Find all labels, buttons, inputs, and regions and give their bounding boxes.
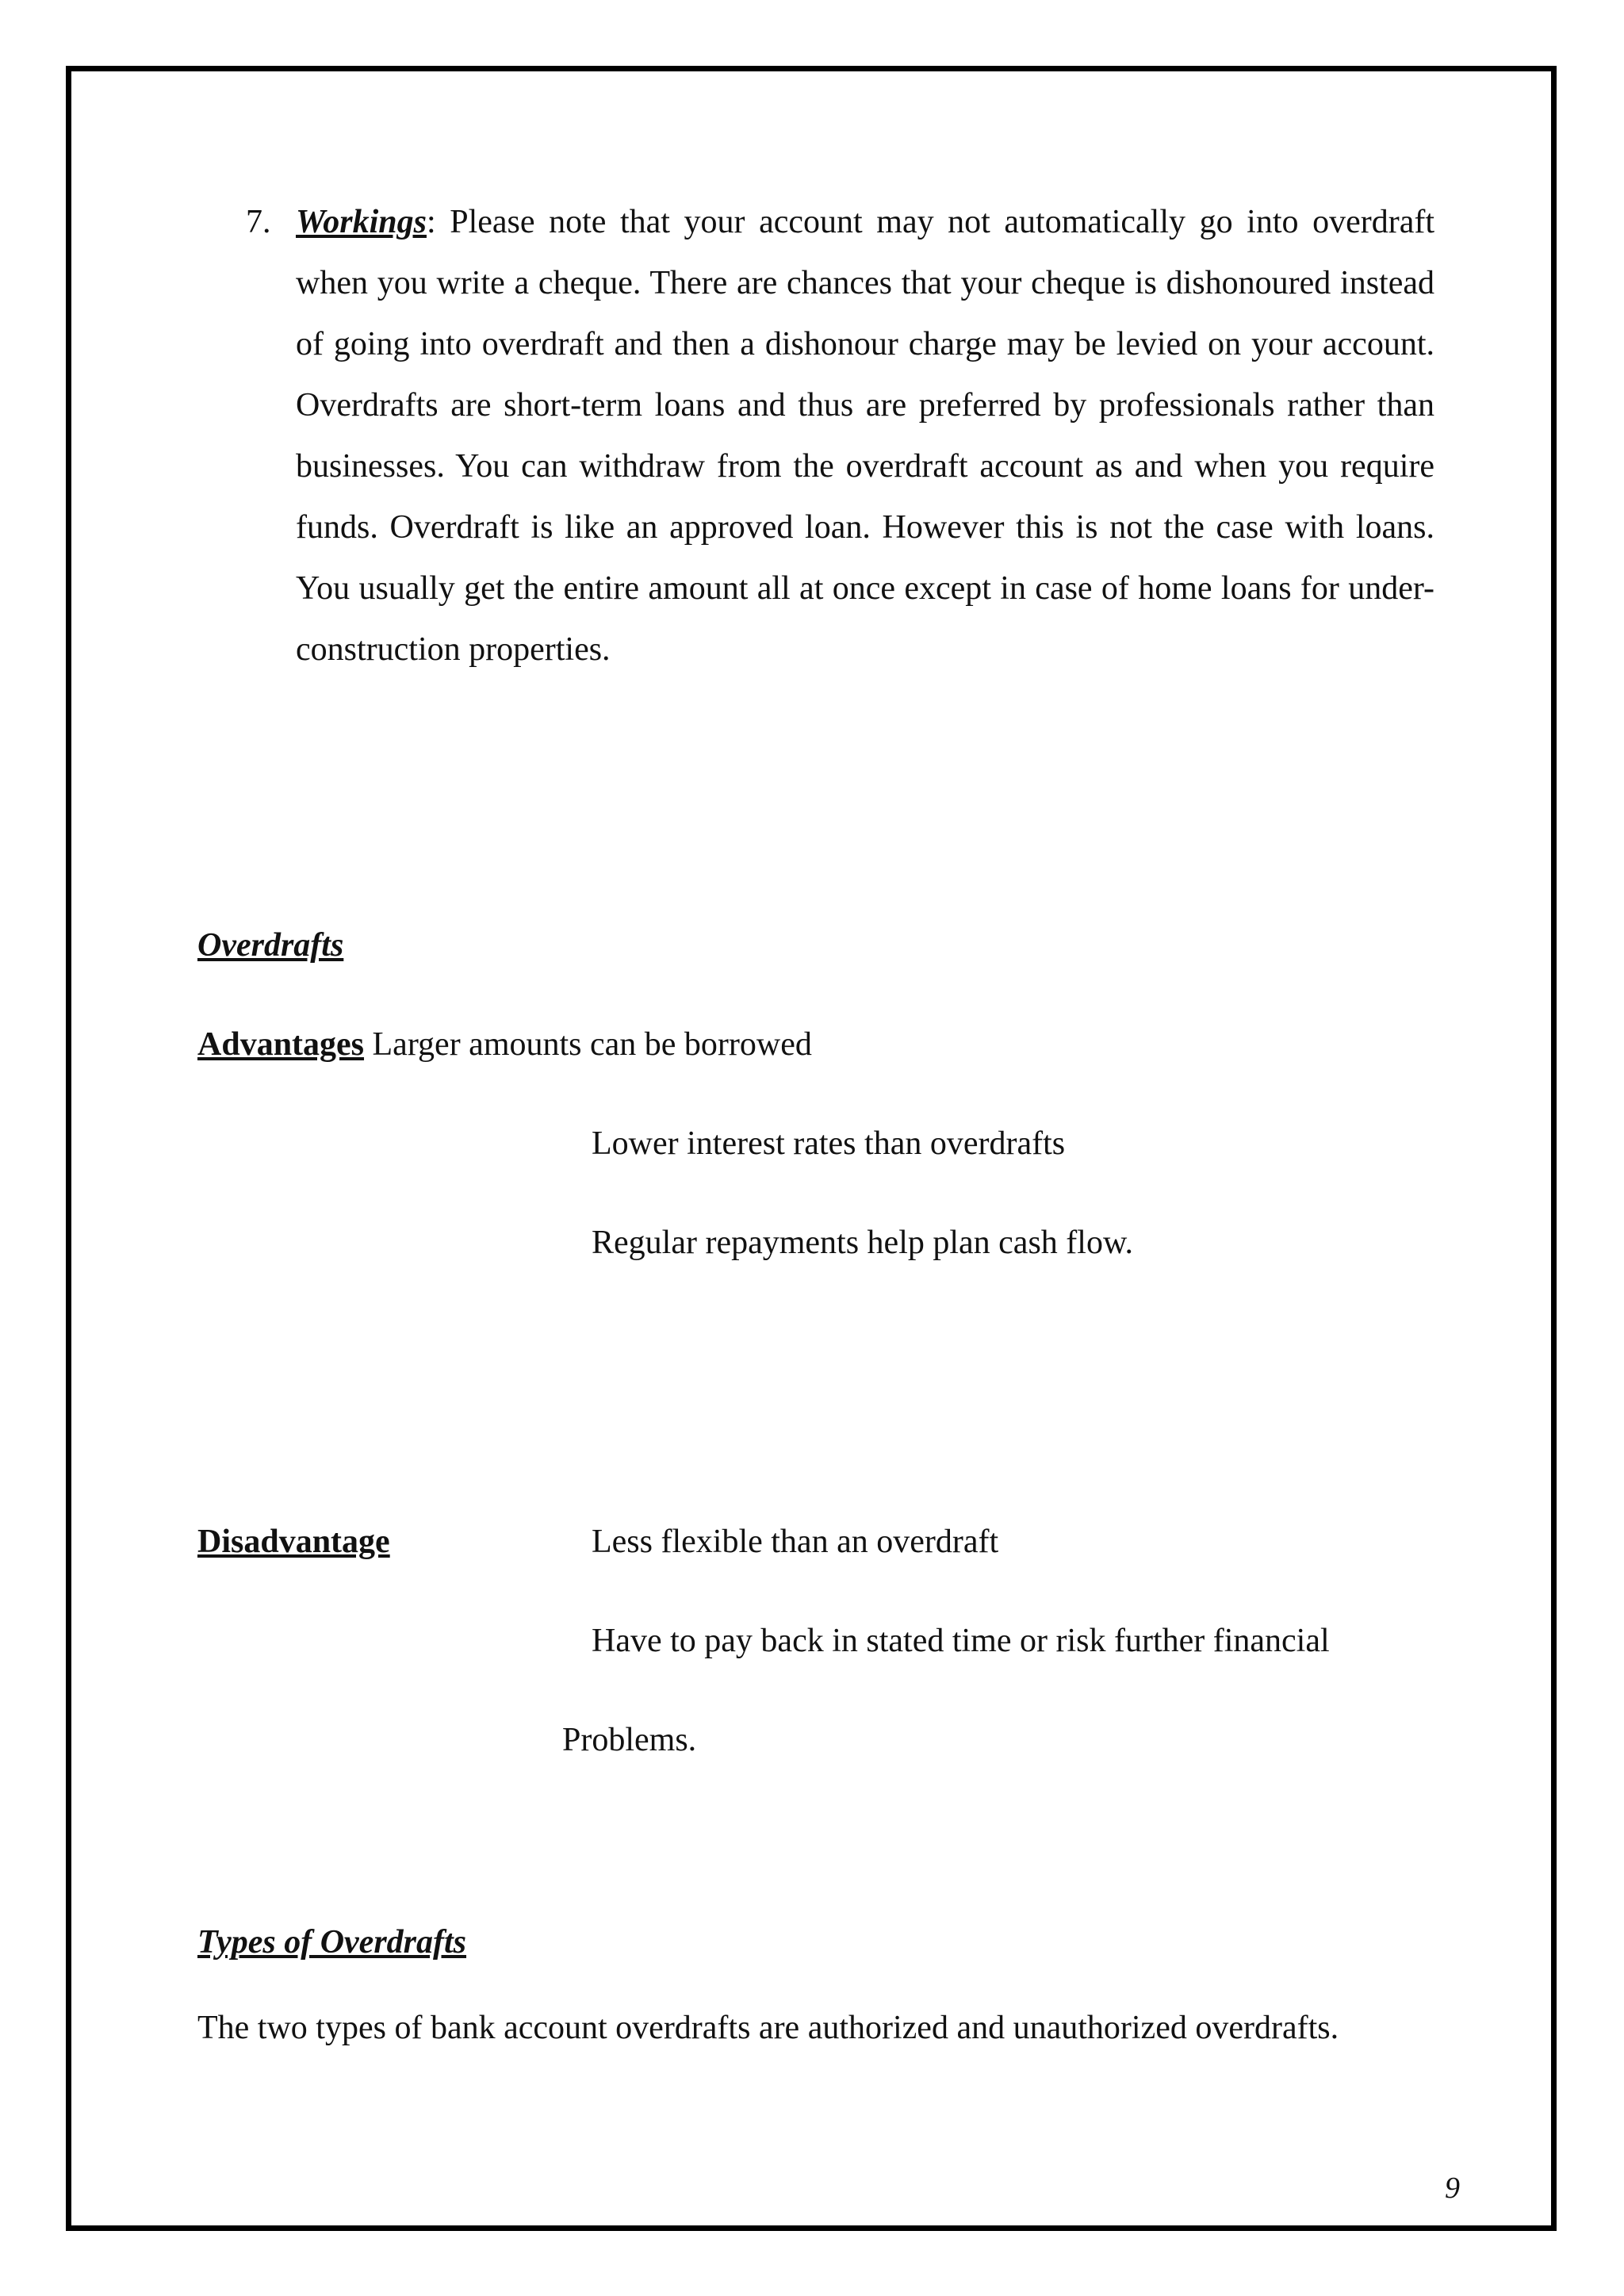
page-number: 9: [1445, 2171, 1460, 2205]
disadvantage-label: Disadvantage: [197, 1524, 390, 1560]
types-text: The two types of bank account overdrafts are authorized and unauthorized overdrafts.: [197, 2010, 1339, 2046]
disadvantage-item: Problems.: [562, 1722, 697, 1758]
disadvantage-item: Have to pay back in stated time or risk further financial: [592, 1623, 1330, 1659]
advantages-row: [197, 1028, 812, 1061]
advantage-item: Larger amounts can be borrowed: [372, 1026, 812, 1063]
item-7-paragraph: [246, 192, 1435, 680]
advantages-label: Advantages: [197, 1026, 365, 1063]
item-7-separator: :: [426, 204, 436, 240]
item-7-text: Please note that your account may not automatically go into overdraft when you write a cheque. There are chances that your cheque is dishonoured instead of going into overdraft and then a dishonour charge may be levied on your account. Overdrafts are short-term loans and thus are preferred by professionals rather than businesses. You can withdraw from the overdraft account as and when you require funds. Overdraft is like an approved loan. However this is not the case with loans. You usually get the entire amount all at once except in case of home loans for under-construction properties.: [296, 204, 1434, 668]
advantage-item: Lower interest rates than overdrafts: [592, 1125, 1066, 1162]
overdrafts-heading: Overdrafts: [197, 927, 344, 964]
item-7-body: [296, 192, 1434, 680]
item-7-heading: Workings: [296, 204, 427, 240]
disadvantage-item: Less flexible than an overdraft: [592, 1524, 999, 1560]
types-heading: Types of Overdrafts: [197, 1924, 467, 1961]
item-7-number: 7.: [246, 204, 271, 240]
advantage-item: Regular repayments help plan cash flow.: [592, 1225, 1134, 1261]
